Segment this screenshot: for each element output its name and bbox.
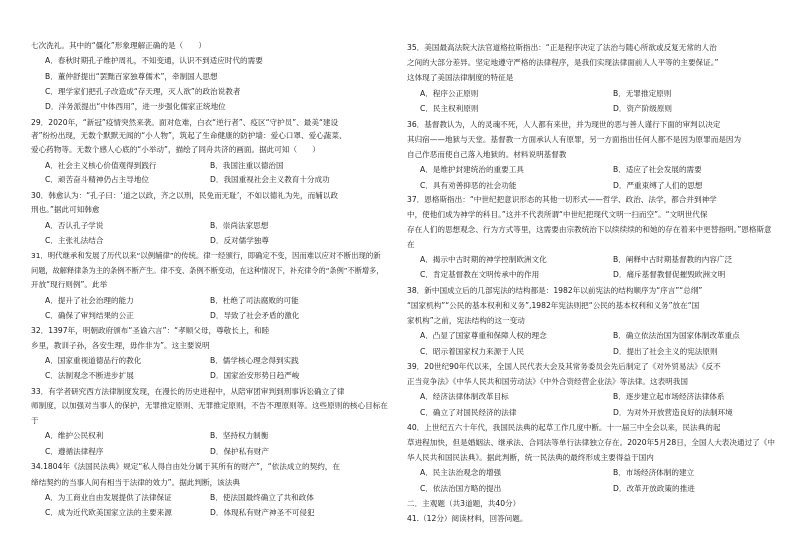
question-text-line: 35．美国最高法院大法官道格拉斯指出：“正是程序决定了法治与随心所欲或反复无常的人治 [407, 43, 717, 52]
question-text-line: 38．新中国成立后的几部宪法的结构都是：1982年以前宪法的结构顺序为“序言”“总纲” [407, 286, 703, 295]
answer-option: B．使法国最终确立了共和政体 [210, 493, 314, 502]
answer-option: C．主张礼法结合 [45, 236, 104, 245]
answer-option: A．国家重视道德品行的教化 [45, 356, 142, 365]
question-text-line: 草进程加快，但是婚姻法、继承法、合同法等单行法律独立存在。2020年5月28日，全国人大表决通过了《中 [407, 438, 775, 447]
answer-option: B．我国注重以德治国 [210, 161, 284, 170]
question-text-line: 缔结契约的当事人间有相当于法律的效力”。据此判断，该法典 [31, 478, 240, 487]
answer-option: C．确保了审判结果的公正 [45, 311, 134, 320]
answer-option: D．痛斥基督教督促摧毁欧洲文明 [613, 270, 726, 279]
answer-option: C．遵循法律程序 [45, 447, 104, 456]
question-text-line: 39．20世纪90年代以来，全国人民代表大会及其常务委员会先后制定了《对外贸易法》《反不 [407, 362, 721, 371]
answer-option: A．维护公民权利 [45, 431, 104, 440]
answer-option: C．理学家们把孔子改造成“存天理，灭人欲”的政治说教者 [45, 87, 241, 96]
answer-option: D．保护私有财产 [210, 447, 270, 456]
answer-option: A．否认孔子学说 [45, 221, 104, 230]
answer-option: D．资产阶级原则 [613, 104, 673, 113]
answer-option: D．洋务派提出“中体西用”，进一步强化儒家正统地位 [45, 102, 226, 111]
answer-option: A．是维护封建统治的重要工具 [420, 165, 524, 174]
answer-option: A．春秋时期孔子维护周礼，不知变通，认识不到适应时代的需要 [45, 56, 263, 65]
question-text-line: 之间的大部分差异。坚定地遵守严格的法律程序，是我们实现法律面前人人平等的主要保证。” [407, 58, 719, 67]
question-text-line: 家机构”之前，宪法结构的这一变动 [407, 316, 525, 325]
answer-option: B．市场经济体制的建立 [613, 468, 695, 477]
answer-option: B．逐步建立起市场经济法律体系 [613, 392, 725, 401]
question-text-line: 其归宿——地狱与天堂。基督教一方面承认人有原罪，另一方面指出任何人都不是因为原罪而是因为 [407, 135, 742, 144]
answer-option: B．董仲舒提出“罢黜百家独尊儒术”，牵制国人思想 [45, 72, 218, 81]
answer-option: C．具有劝善抑恶的社会功能 [420, 181, 517, 190]
answer-option: C．确立了对国民经济的法律 [420, 408, 517, 417]
answer-option: C．顽苦奋斗精神仍占主导地位 [45, 175, 150, 184]
answer-option: C．肯定基督教在文明传承中的作用 [420, 270, 540, 279]
answer-option: A．程序公正原则 [420, 89, 479, 98]
answer-option: A．揭示中古时期的神学控制欧洲文化 [420, 255, 547, 264]
question-text-line: 中，使他们成为神学的科目。”这并不代表所谓“中世纪把现代文明一扫而空”。“文明世代保 [407, 210, 708, 219]
question-text-line: 32．1397年，明朝政府颁布“圣谕六言”：“孝顺父母，尊敬长上，和睦 [31, 326, 270, 335]
answer-option: D．提出了社会主义的宪法原则 [613, 347, 718, 356]
answer-option: B．崇尚法家思想 [210, 221, 269, 230]
question-text-line: 37．恩格斯指出：“中世纪把意识形态的其他一切形式——哲学、政治、法学，都合并到神学 [407, 195, 717, 204]
answer-option: B．坚持权力制衡 [210, 431, 269, 440]
question-text-line: 乡里，教训子孙，各安生理，毋作非为”。这主要说明 [31, 341, 210, 350]
answer-option: A．民主法治观念的增强 [420, 468, 502, 477]
answer-option: A．社会主义核心价值观得到践行 [45, 161, 157, 170]
question-text-line: 30．韩愈认为：“孔子曰：‘道之以政，齐之以刑，民免而无耻’，不如以德礼为先，而辅以政 [31, 191, 338, 200]
answer-option: A．提升了社会治理的能力 [45, 296, 134, 305]
question-text-line: 爱心药物等。无数个感人心底的“小举动”，描绘了同舟共济的画面。据此可知（ ） [31, 145, 320, 154]
question-text-line: 二．主观题（共3道题，共40分） [407, 499, 521, 508]
question-text-line: 者”纷纷出现，无数个默默无闻的“小人物”，筑起了生命健康的防护墙：爱心口罩、爱心蔬菜、 [31, 131, 347, 140]
answer-option: D．改革开放政策的推进 [613, 484, 695, 493]
question-text-line: 这体现了美国法律制度的特征是 [407, 73, 514, 82]
answer-option: D．严重束缚了人们的思想 [613, 181, 703, 190]
question-text-line: 41.（12分）阅读材料，回答问题。 [407, 514, 528, 523]
answer-option: C．民主权利原则 [420, 104, 479, 113]
answer-option: B．适应了社会发展的需要 [613, 165, 702, 174]
question-text-line: 正当竞争法》《中华人民共和国劳动法》《中外合资经营企业法》等法律。这表明我国 [407, 377, 688, 386]
answer-option: C．昭示着国家权力来源于人民 [420, 347, 525, 356]
question-text-line: 自己作恶而使自己落入地狱的。材料说明基督教 [407, 150, 567, 159]
answer-option: B．确立依法治国为国家体制改革重点 [613, 331, 740, 340]
answer-option: B．儒学核心理念得到实践 [210, 356, 299, 365]
answer-option: C．依法治国方略的提出 [420, 484, 502, 493]
question-text-line: 36．基督教认为，人的灵魂不死，人人都有来世，并为现世的恶与善人谨行下面的审判以决定 [407, 120, 721, 129]
question-text-line: 七次洗礼。其中的“僵化”形象理解正确的是（ ） [31, 41, 206, 50]
answer-option: A．为工商业自由发展提供了法律保证 [45, 493, 172, 502]
answer-option: C．成为近代欧美国家立法的主要来源 [45, 508, 172, 517]
answer-option: A．经济法律体制改革目标 [420, 392, 509, 401]
question-text-line: 33．有学者研究西方法律制度发现，在漫长的历史进程中，从陪审团审判到刑事诉讼确立了律 [31, 387, 345, 396]
question-text-line: 刑也。”据此可知韩愈 [31, 205, 100, 214]
answer-option: C．法制观念不断进步扩展 [45, 371, 134, 380]
question-text-line: 在 [407, 240, 415, 249]
answer-option: B．阐释中古时期基督教的内容广泛 [613, 255, 733, 264]
answer-option: A．凸显了国家尊重和保障人权的理念 [420, 331, 547, 340]
question-text-line: 开放“现行则例”。此举 [31, 280, 108, 289]
answer-option: D．导致了社会矛盾的激化 [210, 311, 300, 320]
question-text-line: “国家机构”“公民的基本权利和义务”,1982年宪法则把“公民的基本权利和义务”放在“国 [407, 301, 700, 310]
answer-option: B．杜绝了司法腐败的可能 [210, 296, 299, 305]
answer-option: D．为对外开放营造良好的法制环境 [613, 408, 733, 417]
question-text-line: 华人民共和国民法典》。据此判断，统一民法典的最终形成主要得益于国内 [407, 453, 654, 462]
question-text-line: 存在人们的思想观念、行为方式等里，这需要由宗教统治下以续续续的和她的存在着来中更替指明。”恩格斯意 [407, 225, 772, 234]
answer-option: D．我国重视社会主义教育十分成功 [210, 175, 330, 184]
question-text-line: 于 [31, 416, 39, 425]
answer-option: D．反对儒学独尊 [210, 236, 270, 245]
question-text-line: 34.1804年《法国民法典》规定“私人得自由处分属于其所有的财产”，“依法成立的契约，在 [31, 462, 340, 471]
answer-option: B．无罪推定原则 [613, 89, 672, 98]
question-text-line: 31．明代继承和发展了历代以来“以例辅律”的传统。律一经颁行，即确定不变，因而难以应对不断出现的新 [31, 251, 381, 260]
question-text-line: 40．上世纪五六十年代，我国民法典的起草工作几度中断。十一届三中全会以来，民法典的起 [407, 423, 721, 432]
answer-option: D．体现私有财产神圣不可侵犯 [210, 508, 315, 517]
question-text-line: 问题，故解释律条为主的条例不断产生。律不变、条例不断变动，在这种情况下，补充律令的“条例”不断增多， [31, 266, 384, 275]
answer-option: D．国家治安形势日趋严峻 [210, 371, 300, 380]
question-text-line: 29．2020年，“新冠”疫情突然来袭。面对危难，白衣“逆行者”、疫区“守护员”、最美“建设 [31, 118, 339, 127]
question-text-line: 师制度，以加强对当事人的保护，无罪推定原则、无罪推定原则，不告不理原则等。这些原则的核心目标在 [31, 401, 388, 410]
